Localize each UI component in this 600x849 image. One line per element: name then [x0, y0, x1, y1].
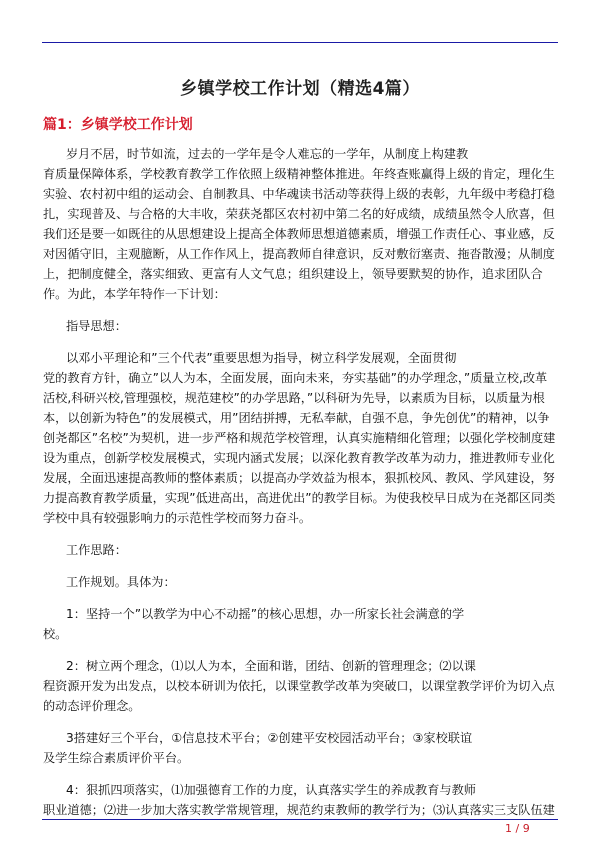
paragraph-1: [43, 144, 557, 304]
paragraph-rest: 党的教育方针，确立”以人为本，全面发展，面向未来，夯实基础”的办学理念，”质量立校,改革活校,科研兴校,管理强校，规范建校”的办学思路，”以科研为先导，以素质为目标，以质量为根本，以创新为特色”的发展模式，用”团结拼搏，无私奉献，自强不息，争先创优”的精神，以争创尧都区”名校”为契机，进一步严格和规范学校管理，认真实施精细化管理；以强化学校制度建设为重点，创新学校发展模式，实现内涵式发展；以深化教育教学改革为动力，推进教师专业化发展，全面迅速提高教师的整体素质；以提高办学效益为根本，狠抓校风、教风、学风建设，努力提高教育教学质量，实现”低进高出，高进优出”的教学目标。为使我校早日成为在尧都区同类学校中具有较强影响力的示范性学校而努力奋斗。: [43, 371, 556, 525]
paragraph-rest: 及学生综合素质评价平台。: [43, 751, 190, 765]
paragraph-first-line: 岁月不居，时节如流，过去的一学年是令人难忘的一学年，从制度上构建教: [66, 147, 469, 161]
page-title: 乡镇学校工作计划（精选4篇）: [180, 79, 420, 99]
header-rule: [42, 42, 558, 43]
paragraph-7: [43, 656, 557, 716]
paragraph-4: [43, 540, 557, 560]
paragraph-6: [43, 604, 557, 644]
paragraph-first-line: 以邓小平理论和”三个代表”重要思想为指导，树立科学发展观，全面贯彻: [66, 351, 457, 365]
section-heading: 篇1：乡镇学校工作计划: [43, 117, 193, 133]
paragraph-first-line: 2：树立两个理念，⑴以人为本，全面和谐，团结、创新的管理理念；⑵以课: [66, 659, 476, 673]
paragraph-first-line: 4：狠抓四项落实，⑴加强德育工作的力度，认真落实学生的养成教育与教师: [66, 783, 476, 797]
paragraph-9: [43, 780, 557, 820]
paragraph-rest: 程资源开发为出发点，以校本研训为依托，以课堂教学改革为突破口，以课堂教学评价为切入点的动态评价理念。: [43, 679, 555, 713]
paragraph-first-line: 工作思路：: [66, 543, 127, 557]
paragraph-first-line: 工作规划。具体为：: [66, 575, 176, 589]
paragraph-rest: 职业道德；⑵进一步加大落实教学常规管理，规范约束教师的教学行为；⑶认真落实三支队伍建: [43, 803, 555, 817]
document-body: [43, 144, 557, 832]
paragraph-3: [43, 348, 557, 528]
paragraph-first-line: 指导思想：: [66, 319, 127, 333]
paragraph-2: [43, 316, 557, 336]
page-number: 1 / 9: [505, 822, 530, 835]
paragraph-first-line: 3搭建好三个平台，①信息技术平台；②创建平安校园活动平台；③家校联谊: [66, 731, 473, 745]
footer-rule: [42, 819, 558, 820]
paragraph-first-line: 1：坚持一个”以教学为中心不动摇”的核心思想，办一所家长社会满意的学: [66, 607, 465, 621]
paragraph-rest: 校。: [43, 627, 68, 641]
paragraph-5: [43, 572, 557, 592]
paragraph-rest: 育质量保障体系，学校教育教学工作依照上级精神整体推进。年终查账赢得上级的肯定，理化生实验、农村初中组的运动会、自制教具、中华魂读书活动等获得上级的表彰，九年级中考稳打稳扎，实现普及、与合格的大丰收，荣获尧都区农村初中第二名的好成绩，成绩虽然令人欣喜，但我们还是要一如既往的从思想建设上提高全体教师思想道德素质，增强工作责任心、事业感，反对因循守旧，主观臆断，从工作作风上，提高教师自律意识，反对敷衍塞责、拖沓散漫；从制度上，把制度健全，落实细致、更富有人文气息；组织建设上，领导要默契的协作，追求团队合作。为此，本学年特作一下计划：: [43, 167, 555, 301]
paragraph-8: [43, 728, 557, 768]
